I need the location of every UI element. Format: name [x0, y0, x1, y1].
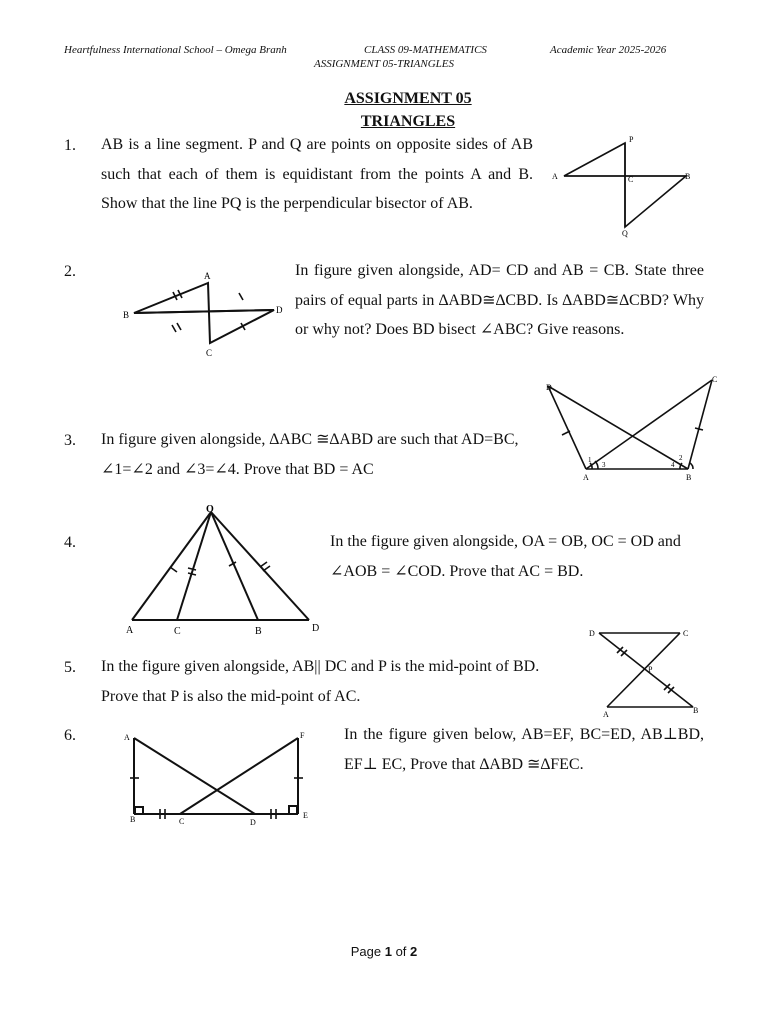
question-3-text: In figure given alongside, ∆ABC ≅∆ABD are such that AD=BC, ∠1=∠2 and ∠3=∠4. Prove that BD = AC [101, 431, 519, 478]
q6-label-a: A [124, 733, 130, 742]
q1-label-c: C [628, 175, 634, 184]
question-3-figure [540, 373, 725, 485]
question-4-number: 4. [64, 534, 76, 551]
q5-label-d: D [589, 629, 595, 638]
q6-label-d: D [250, 818, 256, 827]
assignment-subtitle: ASSIGNMENT 05-TRIANGLES [313, 58, 455, 70]
q3-label-c: C [712, 375, 718, 384]
q2-label-c: C [206, 348, 213, 358]
q5-label-p: P [648, 665, 653, 674]
class-name: CLASS 09-MATHEMATICS [364, 44, 487, 56]
q1-label-a: A [552, 172, 558, 181]
question-6-figure [120, 728, 320, 830]
q3-label-3: 3 [602, 461, 606, 469]
footer-page-number: 1 [384, 944, 392, 959]
q1-label-b: B [685, 172, 691, 181]
title-line-2: TRIANGLES [360, 113, 456, 130]
question-2-figure [120, 266, 290, 366]
q3-label-b: B [686, 473, 692, 482]
academic-year: Academic Year 2025-2026 [550, 44, 667, 56]
q5-label-b: B [693, 706, 699, 715]
q2-label-a: A [204, 271, 211, 281]
title-line-1: ASSIGNMENT 05 [344, 90, 472, 107]
question-6-number: 6. [64, 727, 76, 744]
q4-label-a: A [126, 625, 134, 636]
q4-label-o: O [206, 504, 214, 515]
question-5-figure [585, 624, 710, 722]
question-3-number: 3. [64, 432, 76, 449]
q2-label-b: B [123, 310, 130, 320]
q3-label-1: 1 [588, 456, 592, 464]
q6-label-b: B [130, 815, 136, 824]
q5-label-a: A [603, 710, 609, 719]
question-5-text: In the figure given alongside, AB|| DC and P is the mid-point of BD. Prove that P is also the mid-point of AC. [101, 658, 540, 705]
question-2-number: 2. [64, 263, 76, 280]
question-1-text: AB is a line segment. P and Q are points on opposite sides of AB such that each of them is equidistant from the points A and B. Show that the line PQ is the perpendicular bisector of AB. [101, 136, 533, 212]
q4-label-d: D [312, 623, 320, 634]
page-footer [0, 944, 768, 959]
q1-label-p: P [629, 135, 634, 144]
question-4-figure [120, 500, 330, 640]
question-1-number: 1. [64, 137, 76, 154]
q5-label-c: C [683, 629, 689, 638]
question-6-text: In the figure given below, AB=EF, BC=ED, AB⊥BD, EF⊥ EC, Prove that ∆ABD ≅∆FEC. [344, 726, 704, 773]
q3-label-2: 2 [679, 454, 683, 462]
question-2-text: In figure given alongside, AD= CD and AB = CB. State three pairs of equal parts in ∆ABD≅∆CBD. Is ∆ABD≅∆CBD? Why or why not? Does BD bisect ∠ABC? Give reasons. [295, 262, 704, 338]
q3-label-a: A [583, 473, 589, 482]
q3-label-d: D [546, 383, 552, 392]
question-5-number: 5. [64, 659, 76, 676]
q2-label-d: D [276, 305, 283, 315]
q4-label-b: B [255, 626, 262, 637]
q4-label-c: C [174, 626, 181, 637]
question-4-text: In the figure given alongside, OA = OB, OC = OD and ∠AOB = ∠COD. Prove that AC = BD. [330, 533, 681, 580]
footer-page-word: Page [350, 944, 382, 959]
q1-label-q: Q [622, 229, 628, 238]
footer-of-word: of [395, 944, 407, 959]
q3-label-4: 4 [671, 461, 675, 469]
q6-label-c: C [179, 817, 185, 826]
footer-page-total: 2 [410, 944, 418, 959]
school-name: Heartfulness International School – Omega Branh [64, 44, 287, 56]
question-1-figure [548, 134, 698, 238]
q6-label-e: E [303, 811, 308, 820]
q6-label-f: F [300, 731, 305, 740]
